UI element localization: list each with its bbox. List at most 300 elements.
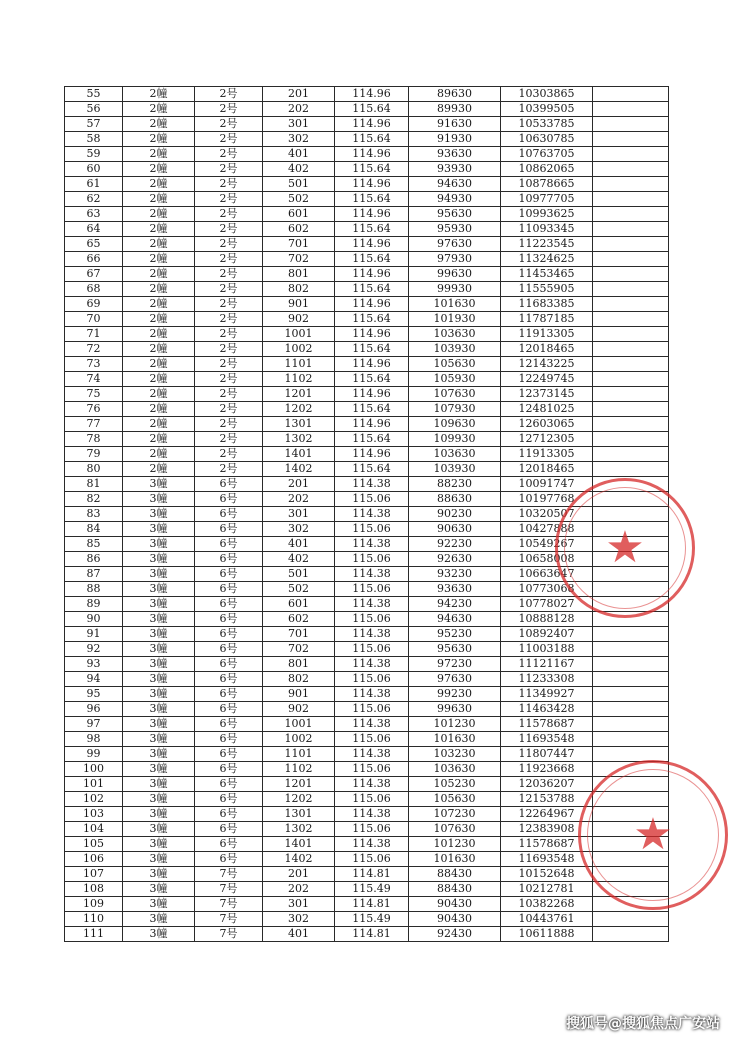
row-number: 74 [65,372,123,387]
unit-price-cell: 88430 [409,867,501,882]
remark-cell [593,537,669,552]
area-cell: 115.64 [335,402,409,417]
room-cell: 402 [263,162,335,177]
area-cell: 115.06 [335,852,409,867]
building-cell: 2幢 [123,102,195,117]
building-cell: 2幢 [123,357,195,372]
room-cell: 1102 [263,762,335,777]
building-cell: 2幢 [123,267,195,282]
table-row [65,477,669,492]
building-cell: 3幢 [123,897,195,912]
total-price-cell: 10091747 [501,477,593,492]
table-row [65,522,669,537]
unit-cell: 7号 [195,882,263,897]
total-price-cell: 10382268 [501,897,593,912]
area-cell: 114.38 [335,837,409,852]
unit-price-cell: 101230 [409,717,501,732]
table-row [65,327,669,342]
unit-price-cell: 103230 [409,747,501,762]
row-number: 75 [65,387,123,402]
table-row [65,582,669,597]
total-price-cell: 12383908 [501,822,593,837]
building-cell: 3幢 [123,882,195,897]
room-cell: 902 [263,312,335,327]
building-cell: 3幢 [123,747,195,762]
unit-cell: 6号 [195,702,263,717]
room-cell: 702 [263,252,335,267]
unit-price-cell: 103630 [409,447,501,462]
unit-price-cell: 93230 [409,567,501,582]
remark-cell [593,522,669,537]
building-cell: 3幢 [123,522,195,537]
total-price-cell: 10303865 [501,87,593,102]
total-price-cell: 10892407 [501,627,593,642]
row-number: 95 [65,687,123,702]
area-cell: 115.64 [335,252,409,267]
unit-price-cell: 92630 [409,552,501,567]
building-cell: 3幢 [123,717,195,732]
unit-cell: 6号 [195,477,263,492]
unit-cell: 2号 [195,252,263,267]
remark-cell [593,192,669,207]
row-number: 93 [65,657,123,672]
unit-price-cell: 105630 [409,357,501,372]
area-cell: 115.06 [335,732,409,747]
unit-cell: 2号 [195,147,263,162]
unit-price-cell: 107230 [409,807,501,822]
table-row [65,897,669,912]
row-number: 104 [65,822,123,837]
area-cell: 114.38 [335,627,409,642]
unit-price-cell: 95930 [409,222,501,237]
row-number: 98 [65,732,123,747]
building-cell: 3幢 [123,792,195,807]
table-row [65,777,669,792]
room-cell: 1001 [263,717,335,732]
room-cell: 201 [263,87,335,102]
row-number: 92 [65,642,123,657]
unit-cell: 6号 [195,552,263,567]
unit-price-cell: 91930 [409,132,501,147]
total-price-cell: 10888128 [501,612,593,627]
unit-cell: 2号 [195,282,263,297]
room-cell: 1001 [263,327,335,342]
row-number: 73 [65,357,123,372]
row-number: 97 [65,717,123,732]
remark-cell [593,447,669,462]
building-cell: 2幢 [123,207,195,222]
table-row [65,432,669,447]
unit-cell: 6号 [195,492,263,507]
table-row [65,792,669,807]
room-cell: 801 [263,657,335,672]
unit-price-cell: 89930 [409,102,501,117]
area-cell: 115.64 [335,462,409,477]
row-number: 61 [65,177,123,192]
area-cell: 115.06 [335,582,409,597]
row-number: 71 [65,327,123,342]
room-cell: 202 [263,882,335,897]
unit-cell: 2号 [195,372,263,387]
remark-cell [593,852,669,867]
table-row [65,147,669,162]
row-number: 55 [65,87,123,102]
total-price-cell: 10399505 [501,102,593,117]
building-cell: 2幢 [123,237,195,252]
remark-cell [593,732,669,747]
unit-cell: 2号 [195,177,263,192]
room-cell: 602 [263,612,335,627]
building-cell: 2幢 [123,417,195,432]
remark-cell [593,747,669,762]
room-cell: 201 [263,477,335,492]
unit-cell: 2号 [195,132,263,147]
table-row [65,702,669,717]
star-icon: ★ [605,522,645,573]
table-row [65,222,669,237]
table-row [65,642,669,657]
row-number: 81 [65,477,123,492]
unit-cell: 2号 [195,402,263,417]
remark-cell [593,612,669,627]
unit-cell: 6号 [195,597,263,612]
remark-cell [593,162,669,177]
remark-cell [593,597,669,612]
row-number: 58 [65,132,123,147]
unit-price-cell: 97630 [409,237,501,252]
unit-price-cell: 90430 [409,897,501,912]
unit-price-cell: 97230 [409,657,501,672]
total-price-cell: 10977705 [501,192,593,207]
table-row [65,867,669,882]
unit-price-cell: 92430 [409,927,501,942]
building-cell: 3幢 [123,642,195,657]
unit-cell: 6号 [195,507,263,522]
remark-cell [593,147,669,162]
row-number: 60 [65,162,123,177]
area-cell: 114.38 [335,657,409,672]
building-cell: 2幢 [123,402,195,417]
row-number: 106 [65,852,123,867]
room-cell: 502 [263,582,335,597]
building-cell: 3幢 [123,912,195,927]
row-number: 64 [65,222,123,237]
unit-price-cell: 101630 [409,852,501,867]
remark-cell [593,567,669,582]
unit-price-cell: 101930 [409,312,501,327]
row-number: 57 [65,117,123,132]
total-price-cell: 10862065 [501,162,593,177]
unit-price-cell: 99630 [409,267,501,282]
remark-cell [593,417,669,432]
area-cell: 114.38 [335,507,409,522]
total-price-cell: 11913305 [501,447,593,462]
room-cell: 1402 [263,462,335,477]
row-number: 79 [65,447,123,462]
room-cell: 1302 [263,432,335,447]
remark-cell [593,867,669,882]
remark-cell [593,642,669,657]
remark-cell [593,432,669,447]
room-cell: 1401 [263,837,335,852]
room-cell: 901 [263,297,335,312]
building-cell: 3幢 [123,687,195,702]
row-number: 105 [65,837,123,852]
total-price-cell: 12373145 [501,387,593,402]
unit-cell: 6号 [195,717,263,732]
table-row [65,612,669,627]
building-cell: 2幢 [123,147,195,162]
remark-cell [593,702,669,717]
total-price-cell: 12018465 [501,342,593,357]
building-cell: 3幢 [123,777,195,792]
area-cell: 114.96 [335,357,409,372]
unit-price-cell: 93630 [409,147,501,162]
remark-cell [593,657,669,672]
area-cell: 115.64 [335,222,409,237]
total-price-cell: 11003188 [501,642,593,657]
remark-cell [593,672,669,687]
unit-cell: 2号 [195,222,263,237]
room-cell: 501 [263,567,335,582]
unit-cell: 6号 [195,642,263,657]
table-row [65,132,669,147]
room-cell: 1302 [263,822,335,837]
unit-cell: 6号 [195,852,263,867]
area-cell: 114.96 [335,87,409,102]
room-cell: 301 [263,897,335,912]
remark-cell [593,552,669,567]
room-cell: 401 [263,537,335,552]
row-number: 86 [65,552,123,567]
remark-cell [593,327,669,342]
total-price-cell: 11121167 [501,657,593,672]
unit-cell: 6号 [195,822,263,837]
row-number: 76 [65,402,123,417]
room-cell: 302 [263,132,335,147]
table-row [65,552,669,567]
row-number: 107 [65,867,123,882]
unit-price-cell: 99230 [409,687,501,702]
unit-price-cell: 107930 [409,402,501,417]
total-price-cell: 10773068 [501,582,593,597]
remark-cell [593,342,669,357]
room-cell: 401 [263,927,335,942]
table-body [65,87,669,942]
building-cell: 2幢 [123,312,195,327]
table-row [65,657,669,672]
building-cell: 3幢 [123,927,195,942]
remark-cell [593,87,669,102]
building-cell: 2幢 [123,177,195,192]
room-cell: 1101 [263,747,335,762]
total-price-cell: 11693548 [501,732,593,747]
row-number: 110 [65,912,123,927]
building-cell: 3幢 [123,807,195,822]
remark-cell [593,822,669,837]
unit-price-cell: 99630 [409,702,501,717]
table-row [65,252,669,267]
building-cell: 2幢 [123,87,195,102]
table-row [65,267,669,282]
unit-price-cell: 88230 [409,477,501,492]
unit-price-cell: 95630 [409,642,501,657]
table-row [65,402,669,417]
star-icon: ★ [633,809,673,860]
area-cell: 115.64 [335,342,409,357]
area-cell: 115.06 [335,552,409,567]
unit-cell: 6号 [195,777,263,792]
area-cell: 115.64 [335,102,409,117]
unit-price-cell: 97930 [409,252,501,267]
building-cell: 3幢 [123,732,195,747]
table-row [65,672,669,687]
building-cell: 2幢 [123,372,195,387]
unit-cell: 7号 [195,867,263,882]
total-price-cell: 11923668 [501,762,593,777]
total-price-cell: 10212781 [501,882,593,897]
total-price-cell: 11807447 [501,747,593,762]
room-cell: 201 [263,867,335,882]
unit-cell: 6号 [195,672,263,687]
building-cell: 2幢 [123,252,195,267]
room-cell: 301 [263,117,335,132]
total-price-cell: 10533785 [501,117,593,132]
unit-cell: 6号 [195,732,263,747]
area-cell: 115.49 [335,912,409,927]
remark-cell [593,507,669,522]
room-cell: 901 [263,687,335,702]
room-cell: 701 [263,627,335,642]
unit-cell: 2号 [195,357,263,372]
room-cell: 501 [263,177,335,192]
table-row [65,597,669,612]
area-cell: 114.96 [335,237,409,252]
unit-cell: 2号 [195,432,263,447]
unit-cell: 2号 [195,447,263,462]
row-number: 62 [65,192,123,207]
row-number: 85 [65,537,123,552]
table-row [65,297,669,312]
unit-cell: 6号 [195,747,263,762]
building-cell: 2幢 [123,342,195,357]
area-cell: 114.38 [335,597,409,612]
unit-cell: 7号 [195,897,263,912]
area-cell: 114.81 [335,927,409,942]
table-row [65,852,669,867]
area-cell: 114.38 [335,747,409,762]
table-row [65,822,669,837]
row-number: 69 [65,297,123,312]
remark-cell [593,177,669,192]
row-number: 109 [65,897,123,912]
remark-cell [593,222,669,237]
total-price-cell: 11913305 [501,327,593,342]
remark-cell [593,387,669,402]
row-number: 63 [65,207,123,222]
area-cell: 114.38 [335,807,409,822]
building-cell: 3幢 [123,597,195,612]
table-row [65,372,669,387]
unit-price-cell: 105930 [409,372,501,387]
room-cell: 502 [263,192,335,207]
row-number: 80 [65,462,123,477]
remark-cell [593,762,669,777]
unit-price-cell: 101630 [409,297,501,312]
total-price-cell: 10611888 [501,927,593,942]
room-cell: 1201 [263,387,335,402]
area-cell: 115.64 [335,132,409,147]
table-row [65,492,669,507]
unit-cell: 6号 [195,687,263,702]
room-cell: 1102 [263,372,335,387]
unit-price-cell: 94930 [409,192,501,207]
remark-cell [593,627,669,642]
building-cell: 3幢 [123,567,195,582]
table-row [65,837,669,852]
area-cell: 115.06 [335,612,409,627]
total-price-cell: 10197768 [501,492,593,507]
area-cell: 114.38 [335,687,409,702]
row-number: 72 [65,342,123,357]
total-price-cell: 10663647 [501,567,593,582]
building-cell: 3幢 [123,702,195,717]
building-cell: 3幢 [123,492,195,507]
building-cell: 2幢 [123,297,195,312]
total-price-cell: 11324625 [501,252,593,267]
building-cell: 2幢 [123,117,195,132]
building-cell: 2幢 [123,162,195,177]
unit-price-cell: 107630 [409,387,501,402]
table-row [65,192,669,207]
total-price-cell: 12018465 [501,462,593,477]
area-cell: 114.38 [335,567,409,582]
room-cell: 302 [263,912,335,927]
room-cell: 1202 [263,792,335,807]
total-price-cell: 12143225 [501,357,593,372]
row-number: 103 [65,807,123,822]
remark-cell [593,912,669,927]
unit-cell: 6号 [195,567,263,582]
unit-price-cell: 90630 [409,522,501,537]
room-cell: 402 [263,552,335,567]
remark-cell [593,927,669,942]
unit-price-cell: 88430 [409,882,501,897]
table-row [65,912,669,927]
table-row [65,312,669,327]
unit-price-cell: 89630 [409,87,501,102]
area-cell: 115.06 [335,822,409,837]
remark-cell [593,132,669,147]
area-cell: 114.96 [335,207,409,222]
room-cell: 801 [263,267,335,282]
remark-cell [593,492,669,507]
unit-cell: 6号 [195,537,263,552]
unit-price-cell: 103930 [409,342,501,357]
area-cell: 114.81 [335,867,409,882]
unit-cell: 6号 [195,792,263,807]
area-cell: 115.06 [335,492,409,507]
area-cell: 115.06 [335,792,409,807]
building-cell: 3幢 [123,837,195,852]
area-cell: 114.96 [335,267,409,282]
building-cell: 2幢 [123,432,195,447]
total-price-cell: 12249745 [501,372,593,387]
unit-price-cell: 99930 [409,282,501,297]
remark-cell [593,582,669,597]
row-number: 84 [65,522,123,537]
table-row [65,447,669,462]
